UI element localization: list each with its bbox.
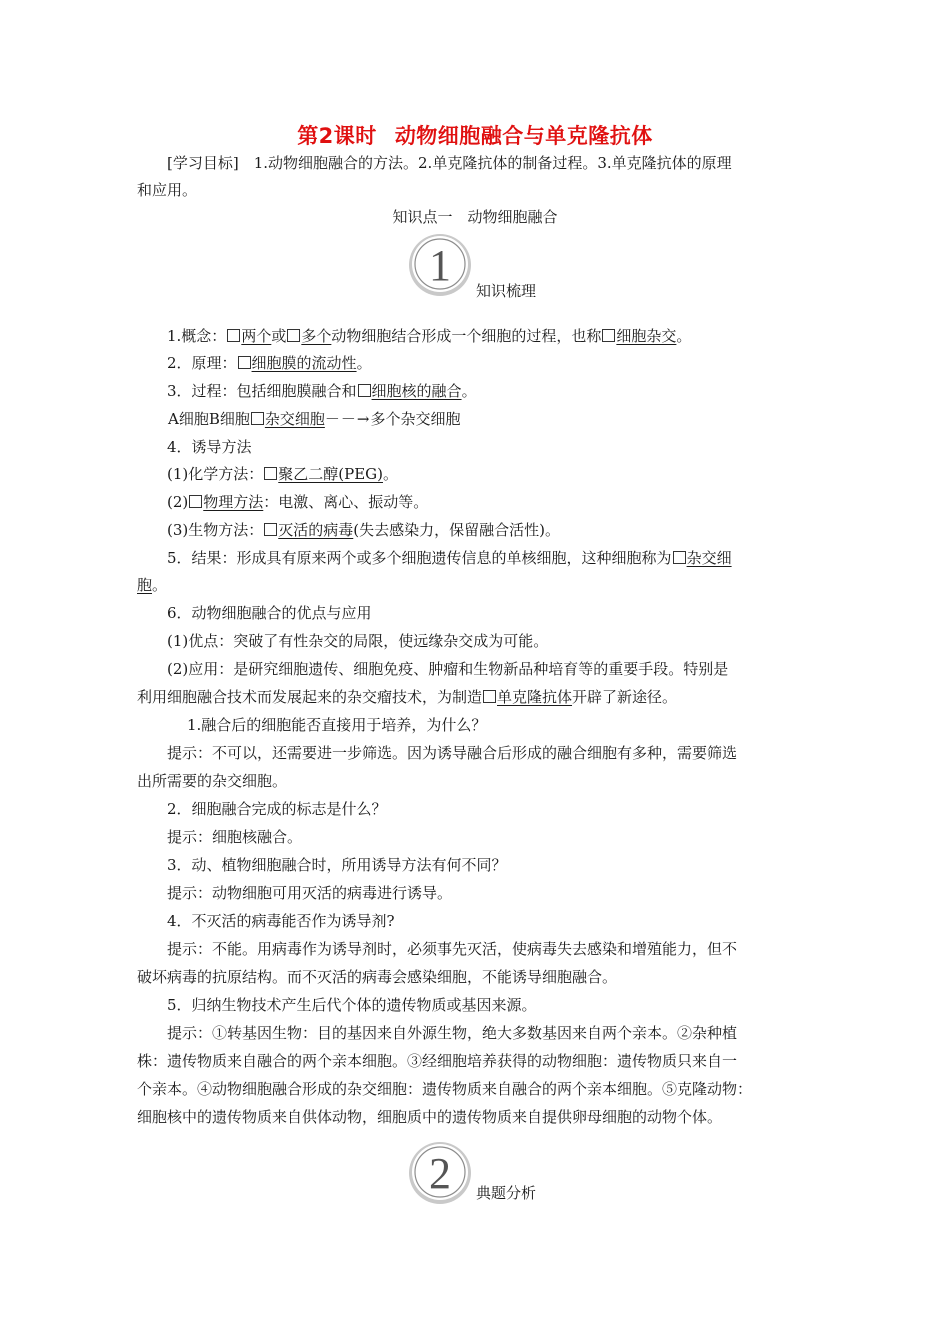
blank-box-icon — [264, 467, 277, 480]
blank-box-icon — [251, 412, 264, 425]
arrow-icon: －－→ — [324, 410, 371, 428]
answer-5-line4: 细胞核中的遗传物质来自供体动物，细胞质中的遗传物质来自提供卵母细胞的动物个体。 — [137, 1108, 723, 1126]
question-2: 2．细胞融合完成的标志是什么？ — [167, 800, 387, 818]
blank-box-icon — [483, 690, 496, 703]
badge-number: 2 — [429, 1149, 451, 1198]
blank-box-icon — [673, 551, 686, 564]
question-1: 1.融合后的细胞能否直接用于培养，为什么？ — [187, 716, 487, 734]
point-advantages: 6．动物细胞融合的优点与应用 — [167, 604, 372, 622]
learning-goals-line1: [学习目标] 1.动物细胞融合的方法。2.单克隆抗体的制备过程。3.单克隆抗体的原理 — [167, 154, 732, 172]
answer-5-line1: 提示：①转基因生物：目的基因来自外源生物，绝大多数基因来自两个亲本。②杂种植 — [167, 1024, 738, 1042]
number-one-badge-icon — [407, 232, 473, 298]
section-heading: 知识点一 动物细胞融合 — [392, 208, 558, 226]
advantage-line: (1)优点：突破了有性杂交的局限，使远缘杂交成为可能。 — [167, 632, 549, 650]
blank-box-icon — [227, 329, 240, 342]
answer-3: 提示：动物细胞可用灭活的病毒进行诱导。 — [167, 884, 453, 902]
question-5: 5．归纳生物技术产生后代个体的遗传物质或基因来源。 — [167, 996, 537, 1014]
answer-1-line2: 出所需要的杂交细胞。 — [137, 772, 288, 790]
number-two-badge-icon — [407, 1140, 473, 1206]
blank-box-icon — [358, 384, 371, 397]
badge-label-knowledge: 知识梳理 — [476, 282, 537, 300]
process-flow: A细胞B细胞 杂交细胞－－→多个杂交细胞 — [168, 410, 461, 428]
blank-box-icon — [238, 356, 251, 369]
point-result-line2: 胞。 — [137, 576, 168, 594]
point-result-line1: 5．结果：形成具有原来两个或多个细胞遗传信息的单核细胞，这种细胞称为 杂交细 — [167, 549, 732, 567]
answer-4-line1: 提示：不能。用病毒作为诱导剂时，必须事先灭活，使病毒失去感染和增殖能力，但不 — [167, 940, 738, 958]
application-line2: 利用细胞融合技术而发展起来的杂交瘤技术，为制造 单克隆抗体开辟了新途径。 — [137, 688, 678, 706]
answer-4-line2: 破坏病毒的抗原结构。而不灭活的病毒会感染细胞，不能诱导细胞融合。 — [137, 968, 618, 986]
learning-goals-line2: 和应用。 — [137, 181, 198, 199]
induction-biological: (3)生物方法： 灭活的病毒(失去感染力，保留融合活性)。 — [167, 521, 560, 539]
blank-box-icon — [287, 329, 300, 342]
badge-label-examples: 典题分析 — [476, 1184, 537, 1202]
answer-5-line3: 个亲本。④动物细胞融合形成的杂交细胞：遗传物质来自融合的两个亲本细胞。⑤克隆动物： — [137, 1080, 753, 1098]
blank-box-icon — [264, 523, 277, 536]
answer-2: 提示：细胞核融合。 — [167, 828, 303, 846]
point-process: 3．过程：包括细胞膜融合和 细胞核的融合。 — [167, 382, 477, 400]
blank-box-icon — [602, 329, 615, 342]
answer-5-line2: 株：遗传物质来自融合的两个亲本细胞。③经细胞培养获得的动物细胞：遗传物质只来自一 — [137, 1052, 738, 1070]
point-induction: 4．诱导方法 — [167, 438, 252, 456]
question-4: 4．不灭活的病毒能否作为诱导剂? — [167, 912, 395, 930]
answer-1-line1: 提示：不可以，还需要进一步筛选。因为诱导融合后形成的融合细胞有多种，需要筛选 — [167, 744, 738, 762]
lesson-topic: 动物细胞融合与单克隆抗体 — [394, 124, 653, 148]
application-line1: (2)应用：是研究细胞遗传、细胞免疫、肿瘤和生物新品种培育等的重要手段。特别是 — [167, 660, 729, 678]
point-concept: 1.概念： 两个或 多个动物细胞结合形成一个细胞的过程，也称 细胞杂交。 — [167, 327, 692, 345]
page-title — [0, 120, 950, 150]
badge-number: 1 — [429, 241, 451, 290]
blank-box-icon — [189, 495, 202, 508]
point-principle: 2．原理： 细胞膜的流动性。 — [167, 354, 372, 372]
question-3: 3．动、植物细胞融合时，所用诱导方法有何不同？ — [167, 856, 507, 874]
induction-physical: (2) 物理方法：电激、离心、振动等。 — [167, 493, 429, 511]
induction-chemical: (1)化学方法： 聚乙二醇(PEG)。 — [167, 465, 398, 483]
lesson-number: 第2课时 — [297, 124, 377, 148]
